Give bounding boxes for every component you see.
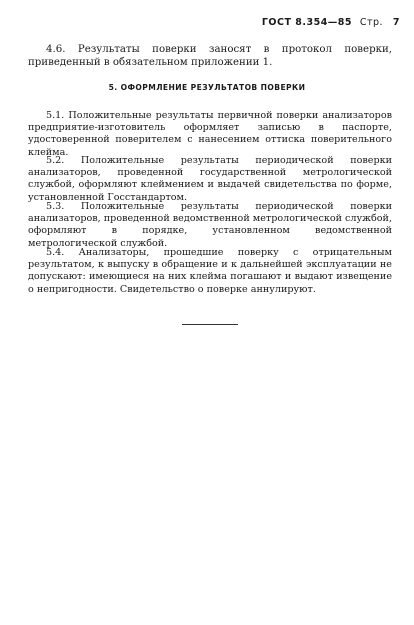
section-heading: 5. ОФОРМЛЕНИЕ РЕЗУЛЬТАТОВ ПОВЕРКИ [108, 83, 306, 92]
standard-number: ГОСТ 8.354—85 [261, 17, 353, 28]
page-number: 7 [392, 17, 400, 28]
paragraph-5-4: 5.4. Анализаторы, прошедшие поверку с отрицательным результатом, к выпуску в обращение и к дальнейшей эксплуатации не допускают: имеющиеся на них клейма погашают и выдают извещение о непригодности. Свидетельство о поверке аннулируют. [28, 247, 392, 295]
paragraph-4-6: 4.6. Результаты поверки заносят в протокол поверки, приведенный в обязательном приложении 1. [28, 44, 392, 68]
paragraph-5-1: 5.1. Положительные результаты первичной поверки анализаторов предприятие-изготовитель оформляет записью в паспорте, удостоверенной поверителем с нанесением оттиска поверительного клейма. [28, 110, 392, 158]
page-label: Стр. [359, 17, 384, 28]
running-header [262, 17, 400, 28]
paragraph-5-2: 5.2. Положительные результаты периодической поверки анализаторов, проведенной государственной метрологической службой, оформляют клеймением и выдачей свидетельства по форме, установленной Госстандартом. [28, 155, 392, 203]
end-divider [182, 324, 238, 325]
paragraph-5-3: 5.3. Положительные результаты периодической поверки анализаторов, проведенной ведомственной метрологической службой, оформляют в порядке, установленном ведомственной метрологической службой. [28, 201, 392, 249]
